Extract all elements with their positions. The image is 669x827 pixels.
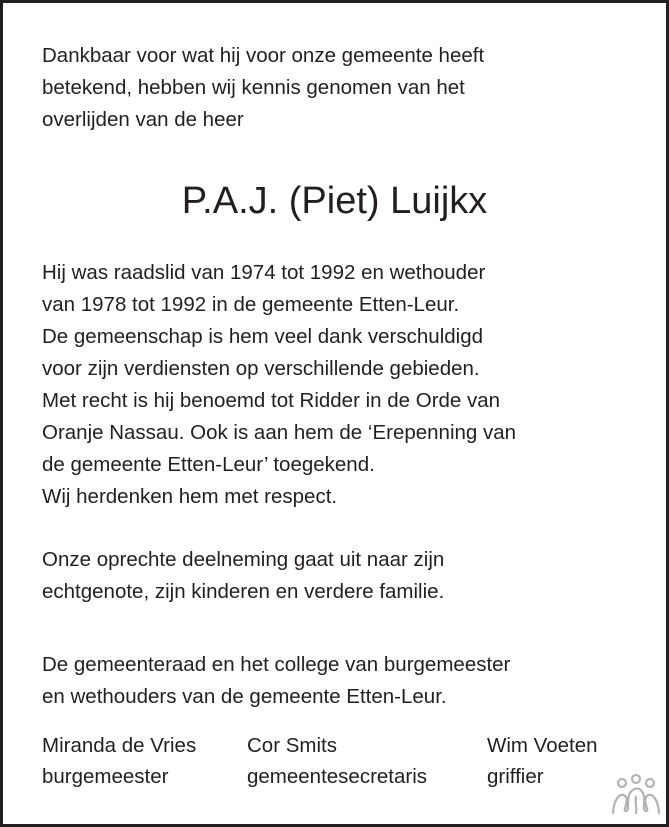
text-line: overlijden van de heer — [42, 108, 244, 131]
text-line: Met recht is hij benoemd tot Ridder in de Orde van — [42, 389, 501, 412]
signatory-2 — [247, 730, 427, 792]
text-line: van 1978 tot 1992 in de gemeente Etten-Leur. — [42, 293, 460, 316]
signatory-1 — [42, 730, 196, 792]
signatory-role: gemeentesecretaris — [247, 765, 428, 788]
signatory-name: Wim Voeten — [487, 734, 598, 757]
text-line: Oranje Nassau. Ook is aan hem de ‘Erepenning van — [42, 421, 517, 444]
text-line: Onze oprechte deelneming gaat uit naar zijn — [42, 548, 445, 571]
text-line: Wij herdenken hem met respect. — [42, 485, 338, 508]
deceased-name: P.A.J. (Piet) Luijkx — [181, 180, 488, 222]
signatory-3 — [487, 730, 598, 792]
text-line: echtgenote, zijn kinderen en verdere familie. — [42, 580, 445, 603]
condolence-paragraph — [42, 544, 444, 608]
text-line: voor zijn verdiensten op verschillende gebieden. — [42, 357, 480, 380]
people-logo-icon — [610, 773, 662, 815]
text-line: en wethouders van de gemeente Etten-Leur. — [42, 685, 447, 708]
signatory-name: Cor Smits — [247, 734, 337, 757]
text-line: De gemeenteraad en het college van burgemeester — [42, 653, 511, 676]
intro-paragraph — [42, 40, 484, 136]
signatory-name: Miranda de Vries — [42, 734, 197, 757]
text-line: de gemeente Etten-Leur’ toegekend. — [42, 453, 375, 476]
text-line: Hij was raadslid van 1974 tot 1992 en wethouder — [42, 261, 486, 284]
text-line: Dankbaar voor wat hij voor onze gemeente heeft — [42, 44, 485, 67]
text-line: De gemeenschap is hem veel dank verschuldigd — [42, 325, 484, 348]
tribute-paragraph — [42, 257, 516, 513]
sender-paragraph — [42, 649, 510, 713]
signatory-role: burgemeester — [42, 765, 169, 788]
signatory-role: griffier — [487, 765, 544, 788]
text-line: betekend, hebben wij kennis genomen van het — [42, 76, 465, 99]
